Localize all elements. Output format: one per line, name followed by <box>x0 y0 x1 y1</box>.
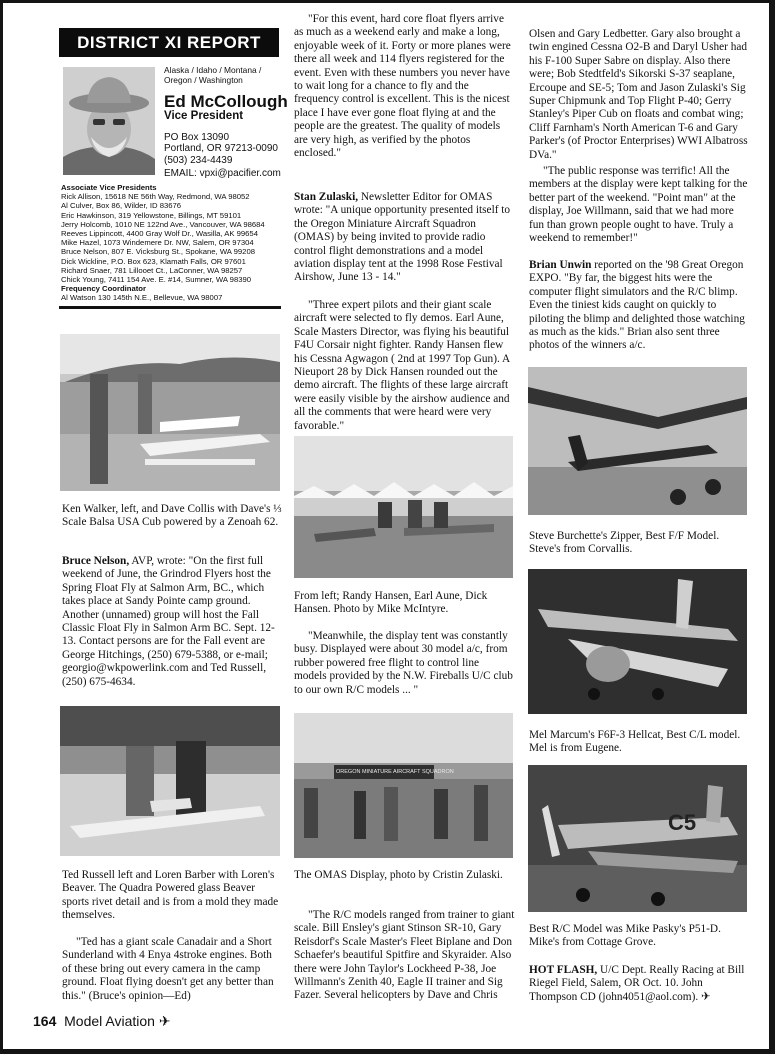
byline-brian-unwin: Brian Unwin <box>529 259 592 271</box>
associate-item: Chick Young, 7411 154 Ave. E. #14, Sumner, WA 98390 <box>61 275 252 285</box>
paragraph-ted-canadair: "Ted has a giant scale Canadair and a Short Sunderland with 4 Enya 4stroke engines. Both of these bring out every camera in the camp ground. Float flying doesn't get any better than this." (Bruce's opinion—Ed) <box>62 936 274 1002</box>
magazine-title: Model Aviation <box>64 1013 155 1029</box>
byline-hot-flash: HOT FLASH, <box>529 964 598 976</box>
photo-float-cub <box>60 334 280 491</box>
paragraph-brian-unwin <box>529 259 749 353</box>
omas-banner-text: OREGON MINIATURE AIRCRAFT SQUADRON <box>336 769 454 775</box>
byline-stan-zulaski: Stan Zulaski, <box>294 191 359 203</box>
magazine-page <box>3 3 769 1049</box>
caption-demo-pilots: From left; Randy Hansen, Earl Aune, Dick Hansen. Photo by Mike McIntyre. <box>294 590 488 616</box>
caption-zipper: Steve Burchette's Zipper, Best F/F Model. Steve's from Corvallis. <box>529 530 720 556</box>
paragraph-display-tent: "Meanwhile, the display tent was constantly busy. Displayed were about 30 model a/c, from rubber powered free flight to control line models provided by the N.W. Fireballs U/C club to our own R/C models ... " <box>294 630 513 696</box>
associate-item: Jerry Holcomb, 1010 NE 122nd Ave., Vancouver, WA 98684 <box>61 219 265 229</box>
paragraph-text: AVP, wrote: "On the first full weekend of June, the Grindrod Flyers host the Spring Float Fly at Salmon Arm, BC., which takes place at Sandy Pointe camp ground. Another (unnamed) group will host the Fall Classic Float Fly in Salmon Arm BC. Sept. 12-13. Contact persons are for the Fall event are George Hitchings, (250) 679-5388, or e-mail; georgio@wkpowerlink.com and Ted Russell, (250) 675-4634. <box>62 555 275 688</box>
vp-address-line1: PO Box 13090 <box>164 132 230 143</box>
vp-email[interactable]: EMAIL: vpxi@pacifier.com <box>164 167 281 179</box>
airplane-icon: ✈ <box>158 1013 171 1029</box>
paragraph-float-flyers: "For this event, hard core float flyers arrive as much as a weekend early and make a long, enjoyable week of it. Forty or more planes were there all week and 114 flyers registered for the event. Even with these numbers you never have to wait long for a chance to fly and the frequency control is excellent. This is the nicest place I have ever gone float flying at and the people are the greatest. The quality of models are very high, as verified by the photos enclosed." <box>294 13 511 160</box>
associate-item: Mike Hazel, 1073 Windemere Dr. NW, Salem, OR 97304 <box>61 238 254 248</box>
paragraph-text: reported on the '98 Great Oregon EXPO. "By far, the biggest hits were the computer flight simulators and the R/C blimp. Even the tiniest kids caught on quickly to piloting the blimp and delighted those watching as much as the kids." Brian also sent three photos of the winners a/c. <box>529 259 745 352</box>
frequency-heading: Frequency Coordinator <box>61 284 146 294</box>
header-divider <box>59 306 281 309</box>
photo-demo-pilots <box>294 436 513 578</box>
associate-item: Richard Snaer, 781 Lillooet Ct., LaConner, WA 98257 <box>61 265 243 275</box>
vice-president-portrait <box>63 67 155 175</box>
vp-address-line2: Portland, OR 97213-0090 <box>164 143 278 155</box>
vp-name: Ed McCollough <box>164 92 288 111</box>
caption-p51-mustang: Best R/C Model was Mike Pasky's P51-D. Mike's from Cottage Grove. <box>529 923 721 949</box>
page-number: 164 <box>33 1013 57 1029</box>
photo-hellcat <box>528 569 747 714</box>
caption-omas-display: The OMAS Display, photo by Cristin Zulaski. <box>294 869 503 881</box>
district-banner: DISTRICT XI REPORT <box>59 28 279 57</box>
paragraph-stan-zulaski <box>294 191 514 285</box>
paragraph-more-models: Olsen and Gary Ledbetter. Gary also brought a twin engined Cessna O2-B and Daryl Usher had his F-100 Super Sabre on display. Also there were; Bob Stedtfeld's Sikorski S-37 seaplane, Ercoupe and SE-5; Tom and Jason Zulaski's Sig Super Chipmunk and Top Flight P-40; Gerry Stanley's Piper Cub on floats and combat wing; Cliff Farnham's North American T-6 and Gary Parker's (of Proctor Enterprises) WWI Albatross DVa." <box>529 28 748 161</box>
caption-quadra-beaver: Ted Russell left and Loren Barber with Loren's Beaver. The Quadra Powered glass Beaver sports rivet detail and is from a mold they made themselves. <box>62 869 279 922</box>
paragraph-expert-pilots: "Three expert pilots and their giant scale aircraft were selected to fly demos. Earl Aune, Scale Masters Director, was flying his beautiful F4U Corsair night fighter. Randy Hansen flew his Cessna Agwagon ( 2nd at 1997 Top Gun). A Nieuport 28 by Dick Hansen rounded out the demo aircraft. The flights of these large aircraft were easily visible by the airshow audience and all the comments that were heard were very favorable." <box>294 299 510 432</box>
vp-address <box>164 132 281 179</box>
paragraph-rc-models: "The R/C models ranged from trainer to giant scale. Bill Ensley's giant Stinson SR-10, Gary Reisdorf's Scale Master's Fleet Biplane and Don Schaefer's beautiful Spitfire and Skyraider. Also there were John Taylor's Lockheed P-38, Joe Willmann's Zenith 40, Eagle II trainer and Sig Fazer. Several helicopters by Dave and Chris <box>294 909 515 1002</box>
paragraph-hot-flash <box>529 964 749 1004</box>
paragraph-public-response: "The public response was terrific! All the members at the display were kept talking for the better part of the weekend. "Point man" at the display, Joe Willmann, said that we had more fun than grown people ought to have. Truly a weekend to remember!" <box>529 165 748 245</box>
district-states: Alaska / Idaho / Montana / Oregon / Washington <box>164 65 262 85</box>
frequency-coordinator: Al Watson 130 145th N.E., Bellevue, WA 98007 <box>61 293 223 303</box>
photo-p51-mustang <box>528 765 747 912</box>
caption-float-cub: Ken Walker, left, and Dave Collis with Dave's ⅓ Scale Balsa USA Cub powered by a Zenoah 62. <box>62 503 282 529</box>
vp-phone: (503) 234-4439 <box>164 154 233 166</box>
photo-quadra-beaver <box>60 706 280 856</box>
page-footer <box>33 1013 171 1029</box>
paragraph-text: U/C Dept. Really Racing at Bill Riegel Field, Salem, OR Oct. 10. John Thompson CD (john4051@aol.com). ✈ <box>529 964 745 1003</box>
vp-title: Vice President <box>164 110 244 122</box>
associate-item: Dick Wickline, P.O. Box 623, Klamath Falls, OR 97601 <box>61 256 246 266</box>
associate-heading: Associate Vice Presidents <box>61 183 157 192</box>
photo-zipper <box>528 367 747 515</box>
associate-item: Bruce Nelson, 807 E. Vicksburg St., Spokane, WA 99208 <box>61 247 256 257</box>
associate-item: Reeves Lippincott, 4400 Gray Wolf Dr., Wasilla, AK 99654 <box>61 229 258 239</box>
paragraph-text: Newsletter Editor for OMAS wrote: "A unique opportunity presented itself to the Oregon Miniature Aircraft Squadron (OMAS) by being invited to provide radio control flight demonstrations and a model aviation display tent at the 1998 Rose Festival Airshow, June 13 - 14." <box>294 191 511 284</box>
associate-item: Rick Allison, 15618 NE 56th Way, Redmond, WA 98052 <box>61 192 250 202</box>
photo-omas-display <box>294 713 513 858</box>
mustang-code-text: C5 <box>668 810 697 835</box>
associate-list <box>61 183 286 303</box>
associate-item: Eric Hawkinson, 319 Yellowstone, Billings, MT 59101 <box>61 210 242 220</box>
associate-item: Al Culver, Box 86, Wilder, ID 83676 <box>61 201 182 211</box>
paragraph-bruce-nelson <box>62 555 282 689</box>
byline-bruce-nelson: Bruce Nelson, <box>62 555 130 567</box>
caption-hellcat: Mel Marcum's F6F-3 Hellcat, Best C/L model. Mel is from Eugene. <box>529 729 741 755</box>
